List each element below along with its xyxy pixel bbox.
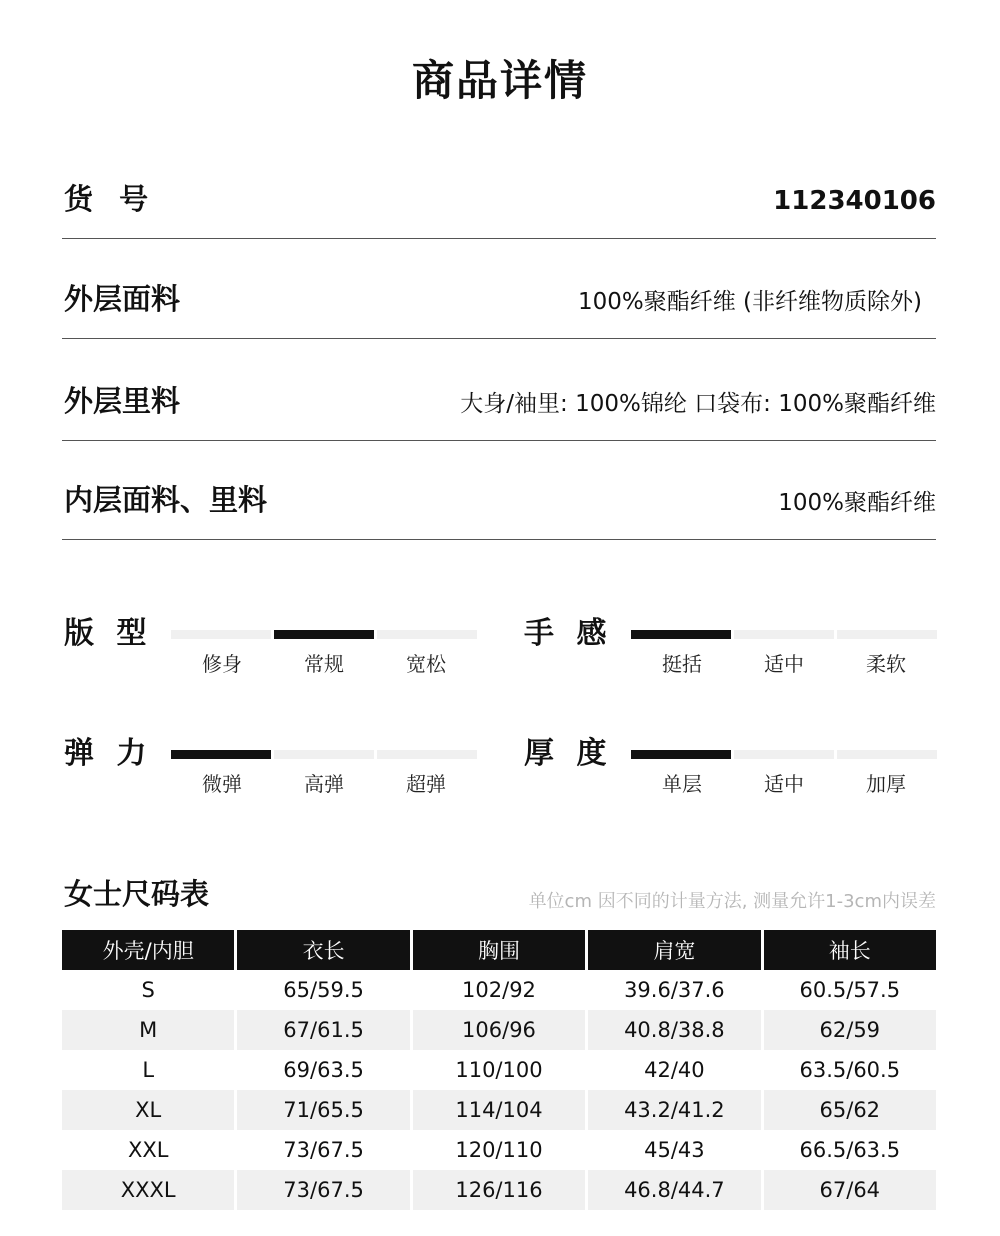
column-header: 胸围 <box>413 930 585 970</box>
column-header: 袖长 <box>764 930 936 970</box>
attribute-option: 挺括 <box>662 652 702 676</box>
table-row <box>62 1170 936 1210</box>
table-cell: 110/100 <box>455 1058 543 1082</box>
attribute-option: 柔软 <box>866 652 906 676</box>
table-row <box>62 1130 936 1170</box>
info-value: 112340106 <box>773 186 936 216</box>
attribute-option: 常规 <box>304 652 344 676</box>
scale-segment <box>171 630 271 639</box>
attribute-option: 适中 <box>764 772 804 796</box>
attribute-option: 宽松 <box>406 652 446 676</box>
attribute-label: 手 感 <box>524 616 613 651</box>
scale-segment <box>274 750 374 759</box>
info-label: 外层面料 <box>64 282 181 316</box>
scale-segment <box>274 630 374 639</box>
table-cell: 43.2/41.2 <box>588 1090 760 1130</box>
attribute-option: 高弹 <box>304 772 344 796</box>
table-cell: 40.8/38.8 <box>588 1010 760 1050</box>
table-cell: 39.6/37.6 <box>624 978 725 1002</box>
table-cell: 65/59.5 <box>283 978 364 1002</box>
size-chart-title: 女士尺码表 <box>64 877 210 911</box>
attribute-options <box>171 648 477 677</box>
table-cell: 126/116 <box>413 1170 585 1210</box>
table-cell: 102/92 <box>462 978 536 1002</box>
column-header: 外壳/内胆 <box>62 930 234 970</box>
table-row <box>62 1010 936 1050</box>
table-cell: 46.8/44.7 <box>588 1170 760 1210</box>
table-cell: XXXL <box>62 1170 234 1210</box>
attribute-option: 适中 <box>764 652 804 676</box>
table-cell: 66.5/63.5 <box>799 1138 901 1162</box>
info-label: 内层面料、里料 <box>64 483 268 517</box>
table-cell: 73/67.5 <box>283 1138 364 1162</box>
attribute-label: 厚 度 <box>524 736 613 771</box>
info-value: 100%聚酯纤维 <box>778 490 936 516</box>
table-cell: XXL <box>127 1138 169 1162</box>
info-label: 货 号 <box>64 182 157 216</box>
table-row <box>62 1090 936 1130</box>
attribute-option: 修身 <box>202 652 242 676</box>
attribute-option: 单层 <box>662 772 702 796</box>
table-cell: 106/96 <box>413 1010 585 1050</box>
scale-segment <box>631 630 731 639</box>
scale-segment <box>377 630 477 639</box>
attribute-scale <box>171 630 477 639</box>
size-chart-table <box>59 930 939 1210</box>
column-header: 肩宽 <box>588 930 760 970</box>
info-label: 外层里料 <box>64 384 181 418</box>
table-cell: 120/110 <box>455 1138 543 1162</box>
table-cell: 60.5/57.5 <box>799 978 901 1002</box>
table-cell: 63.5/60.5 <box>799 1058 901 1082</box>
info-row-outer-fabric <box>62 239 936 339</box>
table-row <box>62 970 936 1010</box>
attribute-option: 超弹 <box>406 772 446 796</box>
attribute-label: 版 型 <box>64 616 153 651</box>
info-row-item-no <box>62 170 936 239</box>
table-row <box>62 1050 936 1090</box>
attribute-thickness <box>524 728 944 808</box>
info-row-outer-lining <box>62 339 936 441</box>
attribute-options <box>631 648 937 677</box>
table-header-row <box>62 930 936 970</box>
scale-segment <box>734 750 834 759</box>
attribute-fit <box>64 608 484 688</box>
attribute-label: 弹 力 <box>64 736 153 771</box>
table-cell: 42/40 <box>644 1058 705 1082</box>
attribute-scale <box>171 750 477 759</box>
attribute-feel <box>524 608 944 688</box>
attribute-options <box>171 768 477 797</box>
page-title: 商品详情 <box>411 56 588 105</box>
table-cell: 114/104 <box>413 1090 585 1130</box>
info-value: 大身/袖里: 100%锦纶 口袋布: 100%聚酯纤维 <box>460 391 936 417</box>
size-chart-note: 单位cm 因不同的计量方法, 测量允许1-3cm内误差 <box>528 891 936 912</box>
attribute-scale <box>631 750 937 759</box>
table-cell: 69/63.5 <box>283 1058 364 1082</box>
scale-segment <box>734 630 834 639</box>
attribute-option: 微弹 <box>202 772 242 796</box>
attribute-option: 加厚 <box>866 772 906 796</box>
scale-segment <box>377 750 477 759</box>
info-value: 100%聚酯纤维 (非纤维物质除外) <box>577 289 922 315</box>
attribute-stretch <box>64 728 484 808</box>
scale-segment <box>631 750 731 759</box>
column-header: 衣长 <box>237 930 409 970</box>
table-cell: 67/61.5 <box>237 1010 409 1050</box>
table-cell: 73/67.5 <box>237 1170 409 1210</box>
table-cell: 71/65.5 <box>237 1090 409 1130</box>
attribute-scale <box>631 630 937 639</box>
table-cell: M <box>62 1010 234 1050</box>
table-cell: 65/62 <box>764 1090 936 1130</box>
table-cell: 45/43 <box>644 1138 705 1162</box>
table-cell: L <box>142 1058 155 1082</box>
table-cell: XL <box>62 1090 234 1130</box>
table-cell: 62/59 <box>764 1010 936 1050</box>
attribute-options <box>631 768 937 797</box>
scale-segment <box>837 630 937 639</box>
table-cell: 67/64 <box>764 1170 936 1210</box>
info-row-inner-fabric <box>62 441 936 540</box>
scale-segment <box>837 750 937 759</box>
table-cell: S <box>141 978 155 1002</box>
scale-segment <box>171 750 271 759</box>
